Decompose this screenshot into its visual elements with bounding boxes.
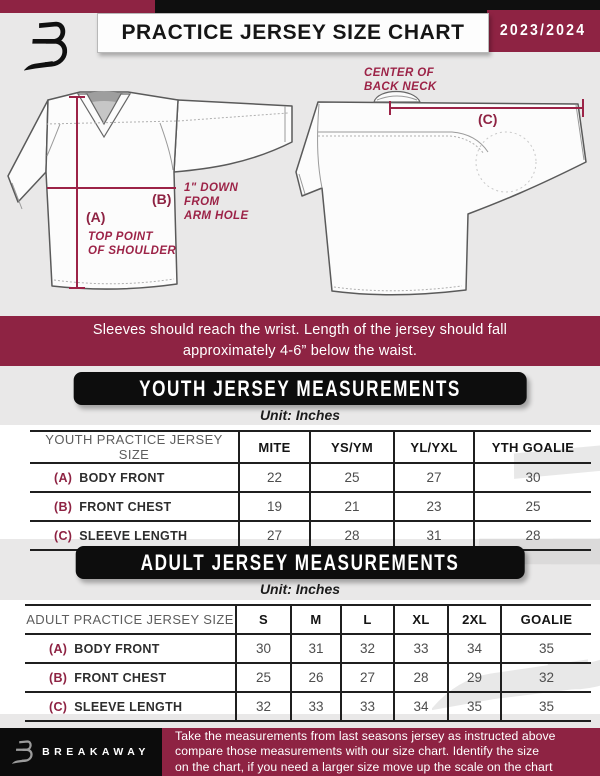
table-row bbox=[25, 663, 591, 692]
label-c-note-2: BACK NECK bbox=[364, 81, 437, 93]
label-c-key: (C) bbox=[478, 111, 498, 127]
row-label bbox=[25, 692, 236, 721]
cell-value: 25 bbox=[310, 463, 394, 492]
label-a-note-1: TOP POINT bbox=[88, 231, 153, 243]
footer-note-line-3: on the chart, if you need a larger size move up the scale on the chart bbox=[175, 759, 553, 774]
row-key: (A) bbox=[54, 470, 73, 485]
cell-value: 26 bbox=[291, 663, 341, 692]
cell-value: 35 bbox=[501, 692, 591, 721]
title-box bbox=[97, 13, 489, 53]
cell-value: 31 bbox=[394, 521, 474, 550]
column-header: 2XL bbox=[448, 605, 501, 634]
table-row bbox=[30, 463, 591, 492]
cell-value: 28 bbox=[394, 663, 448, 692]
cell-value: 19 bbox=[239, 492, 310, 521]
column-header: S bbox=[236, 605, 291, 634]
label-b-note-1: 1" DOWN bbox=[184, 182, 239, 194]
cell-value: 21 bbox=[310, 492, 394, 521]
row-title: FRONT CHEST bbox=[79, 499, 172, 514]
cell-value: 30 bbox=[474, 463, 591, 492]
label-b-note-2: FROM bbox=[184, 196, 220, 208]
cell-value: 28 bbox=[310, 521, 394, 550]
row-title: BODY FRONT bbox=[74, 641, 160, 656]
top-strip-maroon bbox=[0, 0, 155, 13]
footer-brand-box bbox=[0, 728, 162, 776]
cell-value: 27 bbox=[341, 663, 394, 692]
cell-value: 33 bbox=[394, 634, 448, 663]
notice-banner bbox=[0, 316, 600, 366]
cell-value: 25 bbox=[474, 492, 591, 521]
jersey-diagram bbox=[0, 52, 600, 317]
column-header: XL bbox=[394, 605, 448, 634]
column-header: GOALIE bbox=[501, 605, 591, 634]
season-badge bbox=[487, 10, 600, 52]
row-label bbox=[30, 463, 239, 492]
adult-header-row bbox=[25, 605, 591, 634]
cell-value: 25 bbox=[236, 663, 291, 692]
column-header: YS/YM bbox=[310, 431, 394, 463]
row-label bbox=[25, 663, 236, 692]
label-c-note-1: CENTER OF bbox=[364, 67, 435, 79]
cell-value: 35 bbox=[501, 634, 591, 663]
cell-value: 31 bbox=[291, 634, 341, 663]
adult-size-table bbox=[25, 604, 591, 722]
season-label: 2023/2024 bbox=[500, 22, 587, 39]
front-jersey-drawing bbox=[8, 92, 292, 290]
cell-value: 29 bbox=[448, 663, 501, 692]
column-header: ADULT PRACTICE JERSEY SIZE bbox=[26, 612, 234, 627]
back-jersey-drawing bbox=[296, 67, 586, 295]
column-header: M bbox=[291, 605, 341, 634]
brand-logo-icon bbox=[24, 16, 70, 76]
youth-size-table bbox=[30, 430, 591, 551]
column-header: YTH GOALIE bbox=[474, 431, 591, 463]
row-key: (B) bbox=[54, 499, 73, 514]
row-key: (A) bbox=[49, 641, 68, 656]
cell-value: 28 bbox=[474, 521, 591, 550]
cell-value: 27 bbox=[394, 463, 474, 492]
table-row bbox=[25, 634, 591, 663]
row-key: (C) bbox=[54, 528, 73, 543]
cell-value: 30 bbox=[236, 634, 291, 663]
footer-brand-name: BREAKAWAY bbox=[42, 746, 150, 758]
row-title: FRONT CHEST bbox=[74, 670, 167, 685]
cell-value: 34 bbox=[448, 634, 501, 663]
row-title: BODY FRONT bbox=[79, 470, 165, 485]
cell-value: 32 bbox=[501, 663, 591, 692]
footer-note-line-1: Take the measurements from last seasons jersey as instructed above bbox=[175, 728, 556, 743]
cell-value: 34 bbox=[394, 692, 448, 721]
adult-banner-label: ADULT JERSEY MEASUREMENTS bbox=[140, 549, 460, 575]
adult-unit-label: Unit: Inches bbox=[259, 581, 341, 597]
cell-value: 23 bbox=[394, 492, 474, 521]
label-a-key: (A) bbox=[86, 209, 106, 225]
youth-banner-label: YOUTH JERSEY MEASUREMENTS bbox=[139, 375, 461, 401]
table-row bbox=[25, 692, 591, 721]
row-key: (C) bbox=[49, 699, 68, 714]
youth-header-row bbox=[30, 431, 591, 463]
label-b-key: (B) bbox=[152, 191, 172, 207]
cell-value: 33 bbox=[341, 692, 394, 721]
label-b-note-3: ARM HOLE bbox=[184, 210, 249, 222]
row-title: SLEEVE LENGTH bbox=[74, 699, 183, 714]
footer-note-line-2: compare those measurements with our size chart. Identify the size bbox=[175, 744, 540, 759]
cell-value: 33 bbox=[291, 692, 341, 721]
label-a-note-2: OF SHOULDER bbox=[88, 245, 177, 257]
column-header: L bbox=[341, 605, 394, 634]
page-title: PRACTICE JERSEY SIZE CHART bbox=[121, 21, 465, 44]
column-header: YOUTH PRACTICE JERSEY SIZE bbox=[45, 432, 223, 462]
notice-line-2: approximately 4-6” below the waist. bbox=[182, 343, 418, 359]
row-key: (B) bbox=[49, 670, 68, 685]
row-label bbox=[25, 634, 236, 663]
cell-value: 27 bbox=[239, 521, 310, 550]
table-row bbox=[30, 492, 591, 521]
youth-unit-label: Unit: Inches bbox=[259, 407, 341, 423]
footer-logo-icon bbox=[12, 739, 34, 765]
youth-section-banner bbox=[74, 372, 527, 405]
cell-value: 32 bbox=[236, 692, 291, 721]
column-header: YL/YXL bbox=[394, 431, 474, 463]
notice-line-1: Sleeves should reach the wrist. Length of the jersey should fall bbox=[92, 322, 508, 338]
cell-value: 35 bbox=[448, 692, 501, 721]
column-header: MITE bbox=[239, 431, 310, 463]
cell-value: 22 bbox=[239, 463, 310, 492]
cell-value: 32 bbox=[341, 634, 394, 663]
row-title: SLEEVE LENGTH bbox=[79, 528, 188, 543]
adult-section-banner bbox=[76, 546, 525, 579]
row-label bbox=[30, 492, 239, 521]
